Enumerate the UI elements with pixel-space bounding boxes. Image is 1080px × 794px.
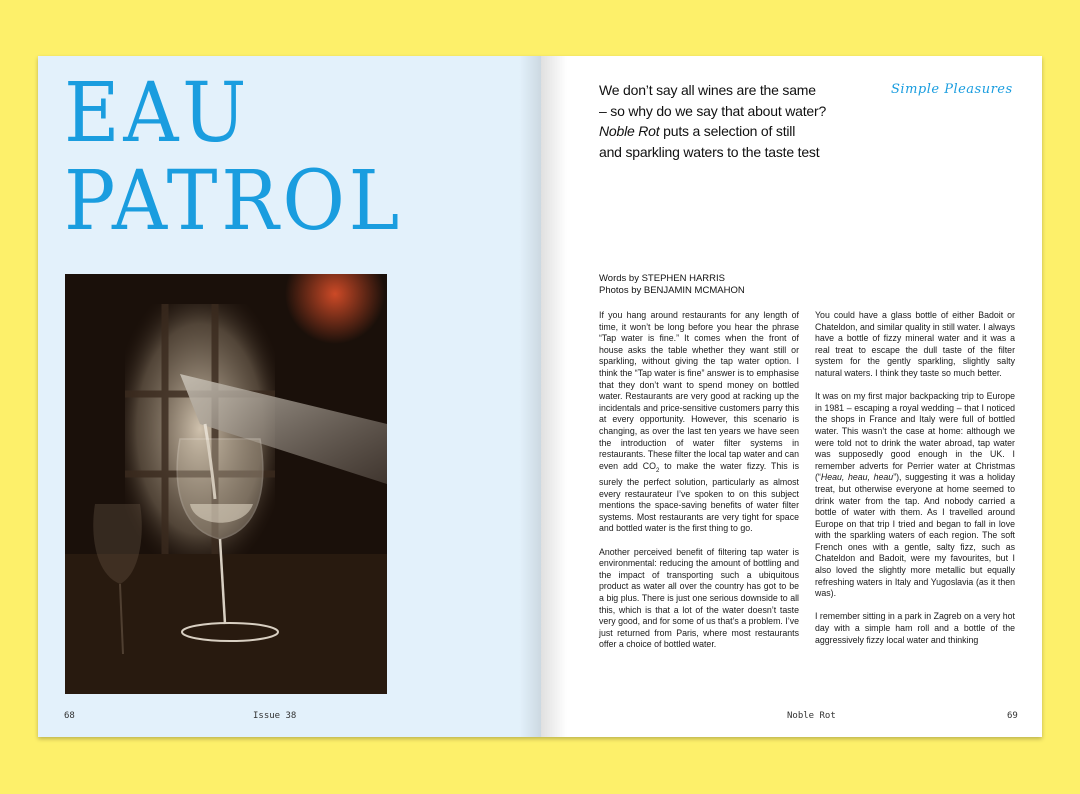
- right-page: [541, 56, 1042, 737]
- body-text: It was on my first major backpacking trip to Europe in 1981 – escaping a royal wedding – that I noticed the shops in France and Italy were full of bottled water. This wasn’t the case at home: although we were told not to drink the water abroad, tap water was supposedly good enough in the UK. I remember adverts for Perrier water at Christmas (“: [815, 391, 1015, 483]
- body-paragraph: I remember sitting in a park in Zagreb on a very hot day with a simple ham roll and a bottle of the aggressively fizzy local water and thinking: [815, 611, 1015, 645]
- standfirst-line-1: We don’t say all wines are the same: [599, 82, 816, 98]
- section-tag: Simple Pleasures: [891, 82, 1013, 97]
- body-text: to make the water fizzy. This is surely the perfect solution, particularly as almost every restaurateur I’ve spoken to on this subject mentions the space-saving benefits of water filter systems. Most restaurants are very tight for space and bottled water is the first thing to go.: [599, 460, 799, 534]
- folio-issue: Issue 38: [253, 711, 297, 721]
- folio-publication: Noble Rot: [787, 711, 836, 721]
- body-column-1: [599, 310, 799, 663]
- credits: [599, 273, 745, 297]
- headline-line-1: EAU: [64, 66, 251, 161]
- body-paragraph: Another perceived benefit of filtering tap water is environmental: reducing the amount of bottling and the impact of transporting such a ubiquitous product as water all over the country has got to be a big plus. There is just one serious downside to all this, which is that a lot of the water doesn’t taste very good, and for some of us that’s a problem. I’ve just returned from Paris, where most restaurants offer a choice of bottled water.: [599, 546, 799, 650]
- body-paragraph: [815, 391, 1015, 600]
- standfirst: [599, 80, 859, 162]
- folio-page-number-right: 69: [1007, 711, 1018, 721]
- subscript: 2: [655, 467, 660, 474]
- credit-words: Words by STEPHEN HARRIS: [599, 273, 725, 284]
- body-paragraph: [599, 310, 799, 535]
- body-column-2: [815, 310, 1015, 658]
- headline-line-2: PATROL: [64, 154, 403, 249]
- credit-photos: Photos by BENJAMIN MCMAHON: [599, 285, 745, 296]
- left-page: [38, 56, 541, 737]
- photo-illustration: [65, 274, 387, 694]
- body-text: ”), suggesting it was a holiday treat, but otherwise everyone at home seemed to drink water from the tap. And nobody carried a bottle of water with them. As I travelled around Europe on that trip I tried and began to fall in love with the sparkling waters of each region. The soft French ones with a gentle, salty fizz, such as Chateldon and Badoit, were my favourites, but I also loved the slightly more metallic but equally refreshing waters in Italy and Yugoslavia (as it then was).: [815, 472, 1015, 599]
- wine-glass-photo: [65, 274, 387, 694]
- body-paragraph: You could have a glass bottle of either Badoit or Chateldon, and similar quality in still water. I always have a bottle of fizzy mineral water and it was a real treat to escape the dull taste of the filter system for the gently sparkling, slightly salty natural waters. I think they taste so much better.: [815, 310, 1015, 378]
- standfirst-line-4: and sparkling waters to the taste test: [599, 143, 820, 160]
- headline: [64, 66, 403, 249]
- standfirst-line-3: puts a selection of still: [659, 123, 796, 139]
- folio-page-number-left: 68: [64, 711, 75, 721]
- magazine-spread: [38, 56, 1042, 737]
- body-text: If you hang around restaurants for any length of time, it won’t be long before you hear the phrase “Tap water is fine.” It comes when the front of house asks the table whether they want still or sparkling, without giving the tap water option. I think the “Tap water is fine” answer is to emphasise that they don’t want to spend money on bottled water. Restaurants are very good at racking up the incidentals and price-sensitive customers parry this at every opportunity. However, this scenario is changing, as over the last ten years we have seen the introduction of water filter systems in restaurants. These filter the local tap water and can even add CO: [599, 310, 799, 471]
- body-text-italic: Heau, heau, heau: [820, 472, 894, 483]
- standfirst-line-2: – so why do we say that about water?: [599, 102, 827, 119]
- standfirst-publication-name: Noble Rot: [599, 123, 660, 139]
